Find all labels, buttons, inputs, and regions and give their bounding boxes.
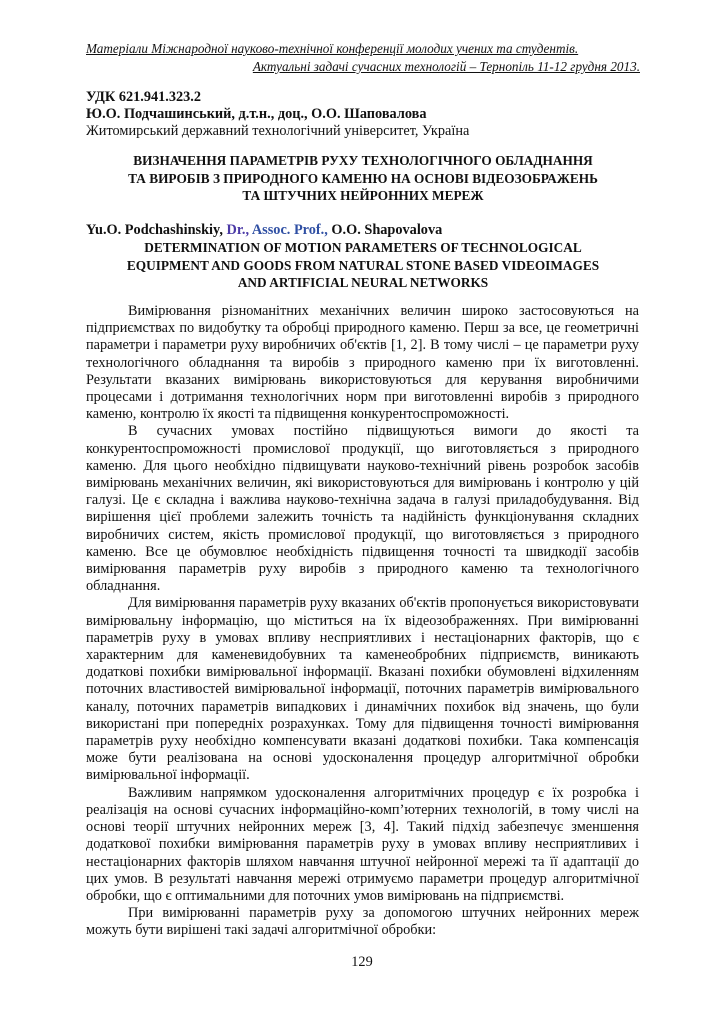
- conference-header: Матеріали Міжнародної науково-технічної конференції молодих учених та студентів.: [86, 41, 579, 56]
- author-degree: Dr.,: [226, 222, 250, 238]
- author-position: Assoc. Prof.,: [251, 222, 328, 238]
- article-body: [86, 303, 639, 940]
- author-name-2: O.O. Shapovalova: [331, 222, 443, 238]
- title-english: [86, 239, 640, 292]
- body-paragraph: Вимірювання різноманітних механічних величин широко застосовуються на підприємствах по видобутку та обробці природного каменю. Перш за все, це геометричні параметри і параметри руху виробничих об'єктів [1, 2]. В тому числі – це параметри руху технологічного обладнання та виробів з природного каменю при їх виготовленні. Результати вказаних вимірювань використовуються для керування виробничими процесами і дотримання технологічних норм при виготовленні виробів з природного каменю, контролю їх якості та підвищення конкурентоспроможності.: [86, 303, 639, 423]
- author-name-1: Yu.O. Podchashinskiy,: [86, 222, 223, 238]
- title-ua-line: ВИЗНАЧЕННЯ ПАРАМЕТРІВ РУХУ ТЕХНОЛОГІЧНОГО ОБЛАДНАННЯ: [133, 153, 593, 168]
- title-en-line: EQUIPMENT AND GOODS FROM NATURAL STONE BASED VIDEOIMAGES: [126, 257, 600, 273]
- authors-ukrainian: Ю.О. Подчашинський, д.т.н., доц., О.О. Шаповалова: [86, 106, 427, 122]
- body-paragraph: Для вимірювання параметрів руху вказаних об'єктів пропонується використовувати вимірювальну інформацію, що міститься на їх відеозображеннях. При вимірюванні параметрів руху в умовах впливу несприятливих і нестаціонарних факторів, що є характерним для каменевидобувних та каменеобробних підприємств, виникають додаткові похибки вимірювальної інформації. Вказані похибки обумовлені відхиленням поточних властивостей вимірювальної інформації, поточних параметрів вимірювального каналу, поточних параметрів випадкових і динамічних похибок від значень, що були використані при попередніх розрахунках. Тому для підвищення точності вимірювання параметрів руху необхідно компенсувати вказані додаткові похибки. Така компенсація може бути реалізована на основі удосконалення процедур алгоритмічної обробки вимірювальної інформації.: [86, 595, 639, 784]
- page-number: 129: [351, 954, 373, 970]
- title-en-line: DETERMINATION OF MOTION PARAMETERS OF TECHNOLOGICAL: [144, 240, 582, 255]
- conference-subheader: Актуальні задачі сучасних технологій – Тернопіль 11-12 грудня 2013.: [252, 59, 640, 74]
- title-ua-line: ТА ВИРОБІВ З ПРИРОДНОГО КАМЕНЮ НА ОСНОВІ ВІДЕОЗОБРАЖЕНЬ: [128, 170, 598, 186]
- body-paragraph: Важливим напрямком удосконалення алгоритмічних процедур є їх розробка і реалізація на основі сучасних інформаційно-комп’ютерних технологій, в тому числі на основі теорії штучних нейронних мереж [3, 4]. Такий підхід забезпечує зменшення додаткової похибки вимірювання параметрів руху в умовах впливу несприятливих і нестаціонарних факторів шляхом навчання штучної нейронної мережі та її адаптації до цих умов. В результаті навчання мережі отримуємо параметри процедур алгоритмічної обробки, що є оптимальними для поточних умов вимірювань на підприємстві.: [86, 784, 639, 904]
- authors-english: [86, 222, 442, 240]
- title-ua-line: ТА ШТУЧНИХ НЕЙРОННИХ МЕРЕЖ: [242, 188, 484, 203]
- body-paragraph: В сучасних умовах постійно підвищуються вимоги до якості та конкурентоспроможності промислової продукції, що виготовляється з природного каменю. Для цього необхідно підвищувати науково-технічний рівень розробок засобів вимірювань механічних величин, які використовуються для вимірювань і контролю у цій галузі. Це є складна і важлива науково-технічна задача в галузі приладобудування. Від вирішення цієї проблеми залежить точність та надійність функціонування складних виробничих систем, якість промислової продукції, що виготовляється з природного каменю. Все це обумовлює необхідність підвищення точності та швидкодії засобів вимірювання параметрів руху виробів з природного каменю та технологічного обладнання.: [86, 423, 639, 595]
- body-paragraph: При вимірюванні параметрів руху за допомогою штучних нейронних мереж можуть бути вирішені такі задачі алгоритмічної обробки:: [86, 905, 639, 939]
- udk-code: УДК 621.941.323.2: [86, 89, 202, 105]
- title-ukrainian: [86, 152, 640, 205]
- title-en-line: AND ARTIFICIAL NEURAL NETWORKS: [237, 275, 489, 290]
- affiliation: Житомирський державний технологічний університет, Україна: [86, 123, 470, 139]
